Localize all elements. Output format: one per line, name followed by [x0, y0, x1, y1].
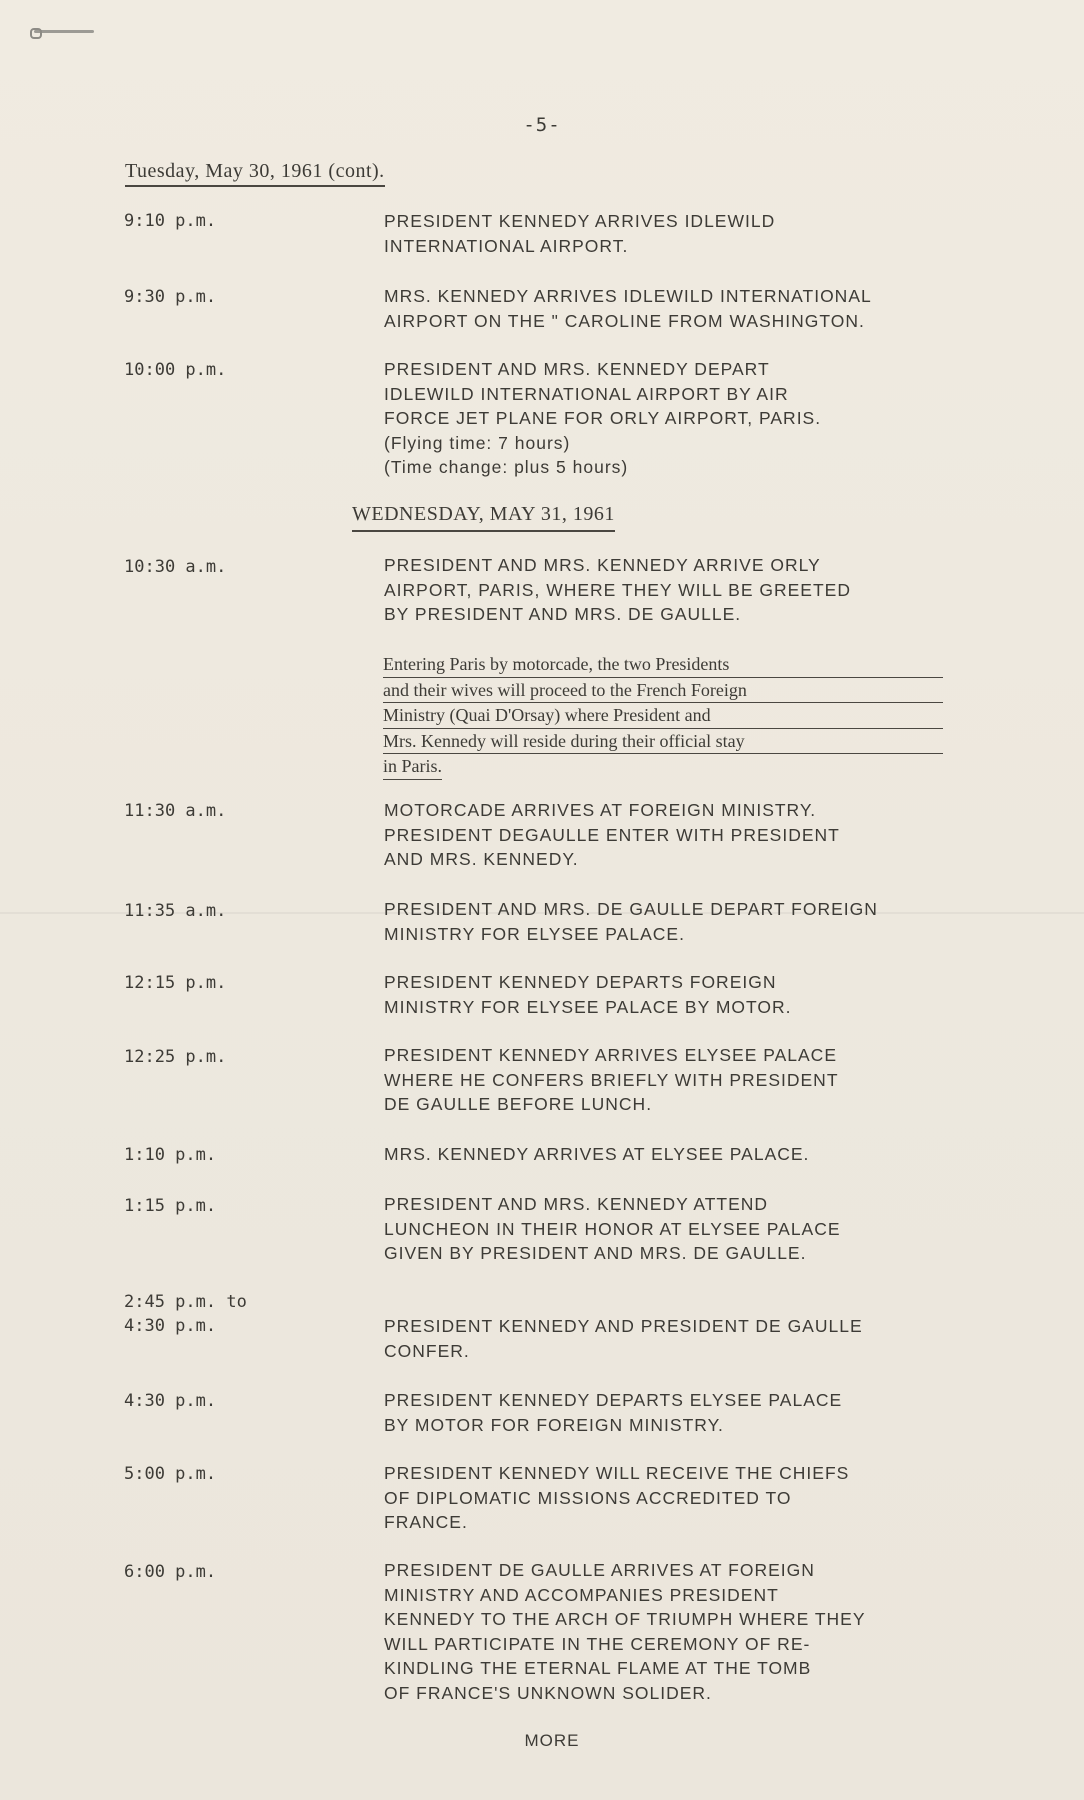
entry-time: 4:30 p.m. [124, 1391, 217, 1411]
entry-event: PRESIDENT KENNEDY DEPARTS FOREIGN MINISTRY FOR ELYSEE PALACE BY MOTOR. [384, 972, 792, 1017]
entry-event: PRESIDENT DE GAULLE ARRIVES AT FOREIGN MINISTRY AND ACCOMPANIES PRESIDENT KENNEDY TO THE ARCH OF TRIUMPH WHERE THEY WILL PARTICIPATE IN THE CEREMONY OF RE- KINDLING THE ETERNAL FLAME AT THE TOMB OF FRANCE'S UNKNOWN SOLIDER. [384, 1560, 866, 1703]
note-line: Entering Paris by motorcade, the two Presidents [383, 652, 943, 678]
note-line: in Paris. [383, 754, 442, 780]
section-heading: Tuesday, May 30, 1961 (cont). [125, 160, 385, 187]
entry-time: 1:15 p.m. [124, 1196, 217, 1216]
entry-time: 10:00 p.m. [124, 360, 227, 380]
entry-event: MOTORCADE ARRIVES AT FOREIGN MINISTRY. PRESIDENT DEGAULLE ENTER WITH PRESIDENT AND MRS. KENNEDY. [384, 800, 840, 869]
entry-time: 10:30 a.m. [124, 557, 227, 577]
paper-clip-mark [30, 28, 98, 38]
entry-time: 5:00 p.m. [124, 1464, 217, 1484]
more-footer: MORE [524, 1731, 580, 1750]
entry-time: 11:35 a.m. [124, 901, 227, 921]
motorcade-note [383, 652, 943, 780]
entry-time: 1:10 p.m. [124, 1145, 217, 1165]
entry-event: PRESIDENT KENNEDY WILL RECEIVE THE CHIEFS OF DIPLOMATIC MISSIONS ACCREDITED TO FRANCE. [384, 1463, 850, 1532]
entry-time: 11:30 a.m. [124, 801, 227, 821]
entry-time: 9:30 p.m. [124, 287, 217, 307]
entry-time: 2:45 p.m. to 4:30 p.m. [124, 1292, 247, 1336]
entry-event: PRESIDENT AND MRS. KENNEDY DEPART IDLEWILD INTERNATIONAL AIRPORT BY AIR FORCE JET PLANE FOR ORLY AIRPORT, PARIS. (Flying time: 7 hours) (Time change: plus 5 hours) [384, 359, 822, 477]
entry-time: 6:00 p.m. [124, 1562, 217, 1582]
note-line: Ministry (Quai D'Orsay) where President and [383, 703, 943, 729]
date-heading: WEDNESDAY, MAY 31, 1961 [352, 503, 615, 532]
entry-event: MRS. KENNEDY ARRIVES AT ELYSEE PALACE. [384, 1144, 810, 1164]
note-line: Mrs. Kennedy will reside during their official stay [383, 729, 943, 755]
page-number: -5- [523, 114, 561, 136]
entry-event: PRESIDENT KENNEDY AND PRESIDENT DE GAULLE CONFER. [384, 1316, 863, 1361]
entry-time: 9:10 p.m. [124, 211, 217, 231]
entry-event: PRESIDENT KENNEDY ARRIVES ELYSEE PALACE WHERE HE CONFERS BRIEFLY WITH PRESIDENT DE GAULLE BEFORE LUNCH. [384, 1045, 839, 1114]
entry-event: PRESIDENT AND MRS. KENNEDY ARRIVE ORLY AIRPORT, PARIS, WHERE THEY WILL BE GREETED BY PRESIDENT AND MRS. DE GAULLE. [384, 555, 851, 624]
entry-time: 12:15 p.m. [124, 973, 227, 993]
entry-event: PRESIDENT KENNEDY ARRIVES IDLEWILD INTERNATIONAL AIRPORT. [384, 211, 776, 256]
entry-event: MRS. KENNEDY ARRIVES IDLEWILD INTERNATIONAL AIRPORT ON THE " CAROLINE FROM WASHINGTON. [384, 286, 872, 331]
entry-event: PRESIDENT AND MRS. KENNEDY ATTEND LUNCHEON IN THEIR HONOR AT ELYSEE PALACE GIVEN BY PRESIDENT AND MRS. DE GAULLE. [384, 1194, 841, 1263]
note-line: and their wives will proceed to the French Foreign [383, 678, 943, 704]
entry-time: 12:25 p.m. [124, 1047, 227, 1067]
entry-event: PRESIDENT AND MRS. DE GAULLE DEPART FOREIGN MINISTRY FOR ELYSEE PALACE. [384, 899, 878, 944]
entry-event: PRESIDENT KENNEDY DEPARTS ELYSEE PALACE BY MOTOR FOR FOREIGN MINISTRY. [384, 1390, 843, 1435]
